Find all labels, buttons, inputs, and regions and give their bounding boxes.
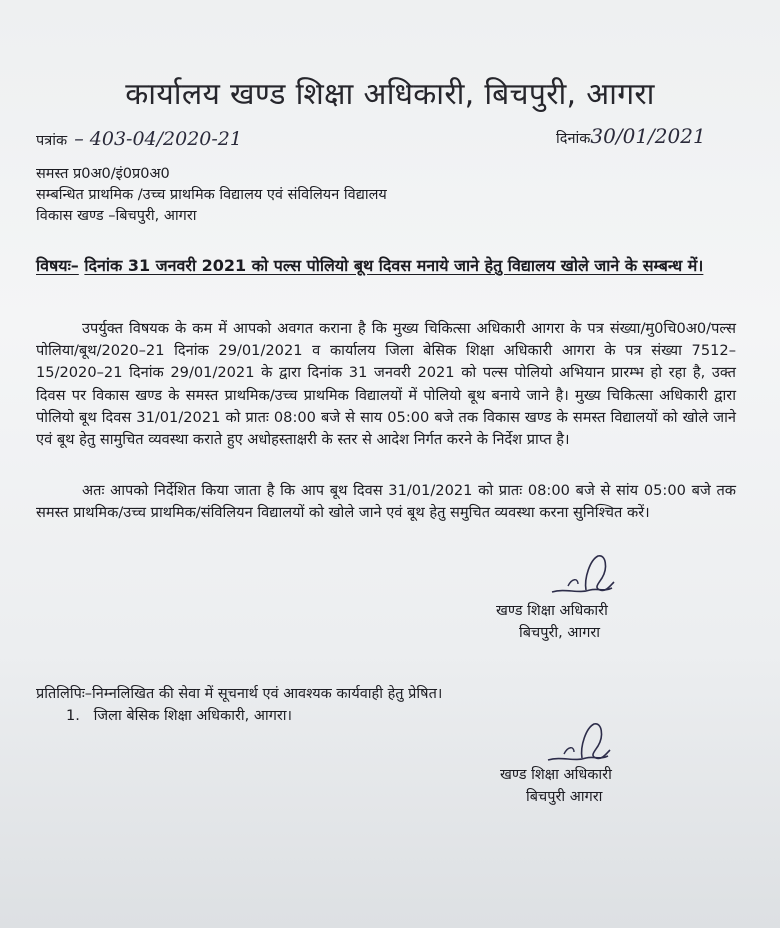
letter-number-label: पत्रांक (36, 133, 68, 149)
recipient-line: विकास खण्ड –बिचपुरी, आगरा (36, 208, 197, 224)
subject-label: विषयः– (36, 256, 79, 275)
letter-number-row (36, 128, 242, 150)
recipient-line: सम्बन्धित प्राथमिक /उच्च प्राथमिक विद्यालय एवं संविलियन विद्यालय (36, 187, 387, 203)
signature-1-place: बिचपुरी, आगरा (519, 625, 601, 641)
signature-2-place: बिचपुरी आगरा (526, 789, 603, 805)
copy-label: प्रतिलिपिः–निम्नलिखित की सेवा में सूचनार्थ एवं आवश्यक कार्यवाही हेतु प्रेषित। (36, 686, 443, 702)
letter-number-value: – 403-04/2020-21 (74, 128, 242, 150)
subject-text: दिनांक 31 जनवरी 2021 को पल्स पोलियो बूथ दिवस मनाये जाने हेतु विद्यालय खोले जाने के सम्बन्ध में। (84, 256, 704, 275)
recipient-line: समस्त प्र0अ0/इं0प्र0अ0 (36, 166, 170, 182)
signature-mark-1 (548, 548, 622, 604)
date-label: दिनांक (556, 131, 591, 147)
signature-1-title: खण्ड शिक्षा अधिकारी (496, 603, 608, 619)
date-row (556, 124, 706, 148)
body-paragraph-1: उपर्युक्त विषयक के कम में आपको अवगत कराना है कि मुख्य चिकित्सा अधिकारी आगरा के पत्र संख्या/मु0चि0अ0/पल्स पोलिया/बूथ/2020–21 दिनांक 29/01/2021 व कार्यालय जिला बेसिक शिक्षा अधिकारी आगरा के पत्र संख्या 7512–15/2020–21 दिनांक 29/01/2021 के द्वारा दिनांक 31 जनवरी 2021 को पल्स पोलियो अभियान प्रारम्भ हो रहा है, उक्त दिवस पर विकास खण्ड के समस्त प्राथमिक/उच्च प्राथमिक विद्यालयों में पोलियो बूथ बनाये जाने है। मुख्य चिकित्सा अधिकारी द्वारा पोलियो बूथ दिवस 31/01/2021 को प्रातः 08:00 बजे से साय 05:00 बजे तक विकास खण्ड के समस्त विद्यालयों को खोले जाने एवं बूथ हेतु सामुचित व्यवस्था कराते हुए अधोहस्ताक्षरी के स्तर से आदेश निर्गत करने के निर्देश प्राप्त है। (36, 320, 736, 449)
body-paragraph-2: अतः आपको निर्देशित किया जाता है कि आप बूथ दिवस 31/01/2021 को प्रातः 08:00 बजे से सांय 05:00 बजे तक समस्त प्राथमिक/उच्च प्राथमिक/संविलियन विद्यालयों को खोले जाने एवं बूथ हेतु समुचित व्यवस्था करना सुनिश्चित करें। (36, 482, 736, 522)
copy-item: 1. जिला बेसिक शिक्षा अधिकारी, आगरा। (66, 708, 293, 724)
subject (36, 254, 740, 278)
signature-2-title: खण्ड शिक्षा अधिकारी (500, 767, 612, 783)
date-value: 30/01/2021 (590, 124, 706, 148)
office-heading: कार्यालय खण्ड शिक्षा अधिकारी, बिचपुरी, आगरा (125, 77, 655, 112)
